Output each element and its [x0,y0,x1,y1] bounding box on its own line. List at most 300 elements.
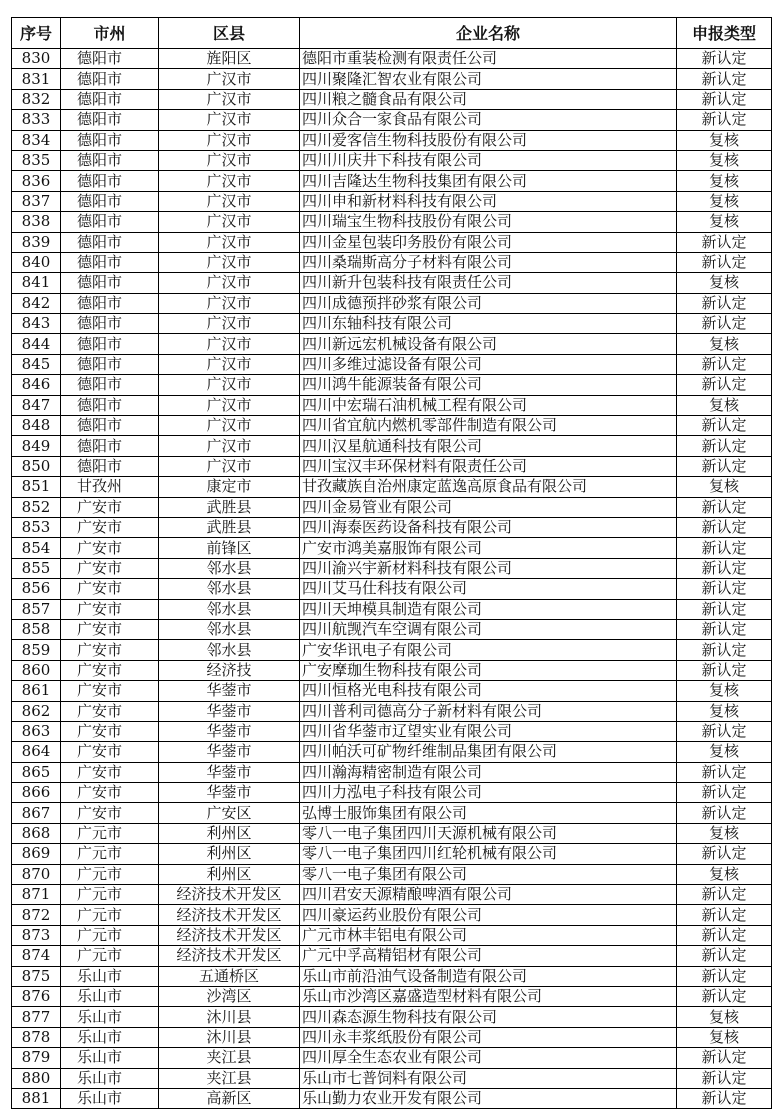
cell-application-type: 复核 [677,1027,772,1047]
cell-application-type: 新认定 [677,69,772,89]
cell-company-name: 乐山勤力农业开发有限公司 [300,1088,677,1108]
cell-county: 广安区 [159,803,300,823]
cell-serial-number: 871 [12,885,61,905]
cell-serial-number: 867 [12,803,61,823]
cell-application-type: 复核 [677,864,772,884]
cell-company-name: 四川海泰医药设备科技有限公司 [300,517,677,537]
table-row [12,232,772,252]
cell-company-name: 四川恒格光电科技有限公司 [300,681,677,701]
cell-application-type: 新认定 [677,375,772,395]
table-row [12,1027,772,1047]
table-row [12,558,772,578]
cell-application-type: 新认定 [677,762,772,782]
cell-county: 沐川县 [159,1007,300,1027]
cell-company-name: 四川粮之髓食品有限公司 [300,89,677,109]
cell-company-name: 四川聚隆汇智农业有限公司 [300,69,677,89]
cell-serial-number: 834 [12,130,61,150]
cell-county: 康定市 [159,477,300,497]
cell-city: 德阳市 [61,375,159,395]
table-row [12,354,772,374]
cell-serial-number: 836 [12,171,61,191]
cell-application-type: 复核 [677,395,772,415]
cell-city: 德阳市 [61,314,159,334]
cell-application-type: 新认定 [677,436,772,456]
cell-serial-number: 866 [12,783,61,803]
cell-application-type: 新认定 [677,721,772,741]
table-row [12,986,772,1006]
table-row [12,844,772,864]
cell-county: 广汉市 [159,110,300,130]
cell-company-name: 零八一电子集团四川红轮机械有限公司 [300,844,677,864]
cell-application-type: 新认定 [677,456,772,476]
cell-application-type: 新认定 [677,599,772,619]
cell-city: 德阳市 [61,150,159,170]
cell-county: 华蓥市 [159,762,300,782]
table-row [12,640,772,660]
table-row [12,762,772,782]
cell-company-name: 广安摩珈生物科技有限公司 [300,660,677,680]
cell-county: 华蓥市 [159,701,300,721]
cell-city: 广安市 [61,783,159,803]
cell-county: 夹江县 [159,1068,300,1088]
cell-county: 华蓥市 [159,721,300,741]
cell-serial-number: 848 [12,416,61,436]
cell-city: 德阳市 [61,252,159,272]
cell-company-name: 四川航觊汽车空调有限公司 [300,619,677,639]
cell-serial-number: 847 [12,395,61,415]
cell-city: 德阳市 [61,191,159,211]
cell-county: 广汉市 [159,252,300,272]
cell-county: 华蓥市 [159,681,300,701]
table-row [12,314,772,334]
cell-company-name: 四川申和新材料科技有限公司 [300,191,677,211]
cell-city: 乐山市 [61,1068,159,1088]
cell-application-type: 新认定 [677,946,772,966]
cell-company-name: 四川成德预拌砂浆有限公司 [300,293,677,313]
cell-serial-number: 841 [12,273,61,293]
cell-serial-number: 853 [12,517,61,537]
table-row [12,905,772,925]
cell-city: 德阳市 [61,69,159,89]
cell-city: 德阳市 [61,354,159,374]
cell-city: 乐山市 [61,986,159,1006]
cell-application-type: 新认定 [677,783,772,803]
table-row [12,579,772,599]
cell-city: 广安市 [61,619,159,639]
cell-county: 经济技术开发区 [159,905,300,925]
cell-serial-number: 875 [12,966,61,986]
cell-county: 广汉市 [159,232,300,252]
cell-company-name: 零八一电子集团有限公司 [300,864,677,884]
cell-company-name: 四川川庆井下科技有限公司 [300,150,677,170]
cell-serial-number: 872 [12,905,61,925]
cell-county: 广汉市 [159,89,300,109]
cell-county: 邻水县 [159,558,300,578]
cell-company-name: 四川永丰浆纸股份有限公司 [300,1027,677,1047]
cell-county: 高新区 [159,1088,300,1108]
table-row [12,436,772,456]
cell-application-type: 复核 [677,701,772,721]
cell-serial-number: 860 [12,660,61,680]
cell-city: 乐山市 [61,1048,159,1068]
cell-city: 广元市 [61,946,159,966]
cell-county: 广汉市 [159,416,300,436]
cell-serial-number: 835 [12,150,61,170]
table-row [12,1088,772,1108]
table-row [12,538,772,558]
cell-city: 广元市 [61,864,159,884]
cell-application-type: 新认定 [677,986,772,1006]
cell-county: 广汉市 [159,375,300,395]
cell-city: 德阳市 [61,110,159,130]
cell-serial-number: 859 [12,640,61,660]
table-row [12,619,772,639]
cell-serial-number: 842 [12,293,61,313]
cell-serial-number: 854 [12,538,61,558]
cell-company-name: 四川豪运药业股份有限公司 [300,905,677,925]
cell-application-type: 新认定 [677,803,772,823]
cell-city: 广安市 [61,660,159,680]
cell-company-name: 四川众合一家食品有限公司 [300,110,677,130]
cell-serial-number: 880 [12,1068,61,1088]
cell-serial-number: 844 [12,334,61,354]
cell-company-name: 甘孜藏族自治州康定蓝逸高原食品有限公司 [300,477,677,497]
cell-company-name: 四川省华蓥市辽望实业有限公司 [300,721,677,741]
cell-application-type: 复核 [677,681,772,701]
cell-county: 利州区 [159,844,300,864]
cell-city: 德阳市 [61,416,159,436]
cell-city: 德阳市 [61,130,159,150]
cell-application-type: 新认定 [677,640,772,660]
cell-city: 德阳市 [61,171,159,191]
cell-application-type: 新认定 [677,232,772,252]
cell-application-type: 新认定 [677,354,772,374]
cell-county: 广汉市 [159,354,300,374]
cell-application-type: 新认定 [677,966,772,986]
cell-city: 广元市 [61,925,159,945]
table-row [12,681,772,701]
cell-company-name: 四川渝兴宇新材料科技有限公司 [300,558,677,578]
table-row [12,1068,772,1088]
cell-county: 邻水县 [159,599,300,619]
table-row [12,701,772,721]
table-row [12,171,772,191]
cell-serial-number: 874 [12,946,61,966]
cell-city: 广安市 [61,742,159,762]
cell-company-name: 四川瑞宝生物科技股份有限公司 [300,212,677,232]
header-company-name: 企业名称 [300,18,677,49]
cell-application-type: 复核 [677,334,772,354]
cell-serial-number: 876 [12,986,61,1006]
cell-serial-number: 839 [12,232,61,252]
table-row [12,599,772,619]
cell-city: 广安市 [61,538,159,558]
cell-application-type: 新认定 [677,844,772,864]
cell-company-name: 四川艾马仕科技有限公司 [300,579,677,599]
cell-application-type: 复核 [677,1007,772,1027]
cell-application-type: 新认定 [677,1068,772,1088]
cell-application-type: 新认定 [677,49,772,69]
cell-city: 甘孜州 [61,477,159,497]
table-row [12,1007,772,1027]
cell-company-name: 零八一电子集团四川天源机械有限公司 [300,823,677,843]
table-row [12,212,772,232]
cell-serial-number: 881 [12,1088,61,1108]
cell-company-name: 乐山市沙湾区嘉盛造型材料有限公司 [300,986,677,1006]
table-row [12,946,772,966]
cell-city: 德阳市 [61,232,159,252]
cell-city: 德阳市 [61,273,159,293]
cell-company-name: 四川鸿牛能源装备有限公司 [300,375,677,395]
cell-city: 德阳市 [61,395,159,415]
cell-county: 广汉市 [159,130,300,150]
cell-county: 广汉市 [159,314,300,334]
cell-city: 广安市 [61,762,159,782]
cell-city: 德阳市 [61,456,159,476]
cell-city: 广安市 [61,701,159,721]
cell-city: 乐山市 [61,1088,159,1108]
header-application-type: 申报类型 [677,18,772,49]
cell-company-name: 四川桑瑞斯高分子材料有限公司 [300,252,677,272]
cell-company-name: 四川瀚海精密制造有限公司 [300,762,677,782]
cell-city: 乐山市 [61,1007,159,1027]
cell-city: 广安市 [61,558,159,578]
cell-city: 德阳市 [61,293,159,313]
cell-county: 广汉市 [159,456,300,476]
cell-city: 广安市 [61,517,159,537]
cell-company-name: 四川吉隆达生物科技集团有限公司 [300,171,677,191]
table-row [12,49,772,69]
cell-application-type: 新认定 [677,497,772,517]
cell-county: 华蓥市 [159,783,300,803]
cell-application-type: 复核 [677,273,772,293]
cell-county: 广汉市 [159,334,300,354]
cell-city: 广安市 [61,803,159,823]
cell-serial-number: 865 [12,762,61,782]
cell-serial-number: 877 [12,1007,61,1027]
table-row [12,191,772,211]
cell-application-type: 复核 [677,212,772,232]
enterprise-table [11,17,772,1109]
cell-company-name: 广元中孚高精铝材有限公司 [300,946,677,966]
cell-application-type: 复核 [677,477,772,497]
cell-serial-number: 856 [12,579,61,599]
cell-serial-number: 873 [12,925,61,945]
cell-city: 广安市 [61,579,159,599]
cell-serial-number: 878 [12,1027,61,1047]
cell-city: 广安市 [61,721,159,741]
table-row [12,252,772,272]
cell-company-name: 四川君安天源精酿啤酒有限公司 [300,885,677,905]
cell-serial-number: 870 [12,864,61,884]
table-row [12,130,772,150]
cell-city: 广元市 [61,823,159,843]
table-row [12,273,772,293]
cell-county: 华蓥市 [159,742,300,762]
cell-county: 广汉市 [159,436,300,456]
cell-city: 德阳市 [61,436,159,456]
cell-serial-number: 858 [12,619,61,639]
cell-city: 德阳市 [61,49,159,69]
cell-county: 夹江县 [159,1048,300,1068]
cell-company-name: 四川厚全生态农业有限公司 [300,1048,677,1068]
table-row [12,497,772,517]
cell-county: 广汉市 [159,273,300,293]
cell-application-type: 新认定 [677,925,772,945]
cell-serial-number: 879 [12,1048,61,1068]
cell-application-type: 新认定 [677,619,772,639]
cell-serial-number: 837 [12,191,61,211]
cell-application-type: 新认定 [677,579,772,599]
table-row [12,416,772,436]
cell-application-type: 新认定 [677,416,772,436]
table-header [12,18,772,49]
cell-county: 邻水县 [159,619,300,639]
cell-company-name: 四川金易管业有限公司 [300,497,677,517]
table-row [12,375,772,395]
cell-serial-number: 852 [12,497,61,517]
cell-application-type: 新认定 [677,293,772,313]
cell-company-name: 四川普利司德高分子新材料有限公司 [300,701,677,721]
cell-serial-number: 832 [12,89,61,109]
cell-county: 经济技术开发区 [159,946,300,966]
header-city: 市州 [61,18,159,49]
table-row [12,477,772,497]
cell-city: 广元市 [61,844,159,864]
cell-serial-number: 864 [12,742,61,762]
table-row [12,293,772,313]
table-row [12,721,772,741]
cell-application-type: 新认定 [677,314,772,334]
cell-application-type: 新认定 [677,517,772,537]
cell-city: 广安市 [61,681,159,701]
cell-serial-number: 868 [12,823,61,843]
cell-county: 广汉市 [159,212,300,232]
table-row [12,966,772,986]
cell-serial-number: 855 [12,558,61,578]
cell-company-name: 四川帕沃可矿物纤维制品集团有限公司 [300,742,677,762]
cell-city: 广元市 [61,885,159,905]
cell-city: 广元市 [61,905,159,925]
cell-serial-number: 838 [12,212,61,232]
cell-county: 广汉市 [159,171,300,191]
cell-company-name: 四川多维过滤设备有限公司 [300,354,677,374]
cell-serial-number: 861 [12,681,61,701]
cell-county: 武胜县 [159,497,300,517]
cell-company-name: 广安华讯电子有限公司 [300,640,677,660]
cell-application-type: 复核 [677,171,772,191]
cell-application-type: 新认定 [677,905,772,925]
cell-city: 德阳市 [61,89,159,109]
cell-serial-number: 851 [12,477,61,497]
cell-company-name: 四川东轴科技有限公司 [300,314,677,334]
cell-application-type: 复核 [677,191,772,211]
cell-county: 沐川县 [159,1027,300,1047]
table-row [12,742,772,762]
cell-company-name: 四川新远宏机械设备有限公司 [300,334,677,354]
cell-county: 经济技术开发区 [159,885,300,905]
cell-application-type: 复核 [677,130,772,150]
cell-company-name: 弘博士服饰集团有限公司 [300,803,677,823]
table-row [12,89,772,109]
cell-company-name: 乐山市七普饲料有限公司 [300,1068,677,1088]
table-row [12,334,772,354]
cell-serial-number: 845 [12,354,61,374]
cell-application-type: 新认定 [677,538,772,558]
cell-serial-number: 846 [12,375,61,395]
cell-serial-number: 869 [12,844,61,864]
table-row [12,803,772,823]
cell-county: 经济技术开发区 [159,925,300,945]
table-body [12,49,772,1109]
table-row [12,660,772,680]
cell-application-type: 新认定 [677,252,772,272]
cell-serial-number: 863 [12,721,61,741]
table-row [12,1048,772,1068]
cell-county: 邻水县 [159,579,300,599]
table-row [12,395,772,415]
cell-serial-number: 833 [12,110,61,130]
cell-company-name: 四川宝汉丰环保材料有限责任公司 [300,456,677,476]
cell-serial-number: 831 [12,69,61,89]
cell-county: 利州区 [159,823,300,843]
cell-company-name: 四川中宏瑞石油机械工程有限公司 [300,395,677,415]
cell-county: 邻水县 [159,640,300,660]
cell-application-type: 复核 [677,742,772,762]
cell-company-name: 四川汉星航通科技有限公司 [300,436,677,456]
cell-county: 利州区 [159,864,300,884]
cell-county: 经济技 [159,660,300,680]
table-row [12,69,772,89]
header-county: 区县 [159,18,300,49]
header-row [12,18,772,49]
cell-application-type: 新认定 [677,885,772,905]
cell-county: 广汉市 [159,293,300,313]
cell-city: 广安市 [61,640,159,660]
cell-city: 德阳市 [61,212,159,232]
header-serial-number: 序号 [12,18,61,49]
table-row [12,110,772,130]
cell-county: 广汉市 [159,395,300,415]
cell-company-name: 四川力泓电子科技有限公司 [300,783,677,803]
cell-application-type: 复核 [677,823,772,843]
cell-city: 乐山市 [61,966,159,986]
table-row [12,864,772,884]
cell-application-type: 新认定 [677,89,772,109]
cell-company-name: 广元市林丰铝电有限公司 [300,925,677,945]
cell-city: 乐山市 [61,1027,159,1047]
cell-serial-number: 843 [12,314,61,334]
cell-company-name: 四川新升包装科技有限责任公司 [300,273,677,293]
cell-county: 五通桥区 [159,966,300,986]
cell-county: 广汉市 [159,69,300,89]
cell-county: 广汉市 [159,191,300,211]
cell-company-name: 四川省宜航内燃机零部件制造有限公司 [300,416,677,436]
cell-application-type: 新认定 [677,1048,772,1068]
table-row [12,925,772,945]
cell-company-name: 四川金星包装印务股份有限公司 [300,232,677,252]
document-page [11,17,771,1109]
cell-application-type: 新认定 [677,558,772,578]
cell-county: 沙湾区 [159,986,300,1006]
cell-company-name: 德阳市重装检测有限责任公司 [300,49,677,69]
cell-application-type: 新认定 [677,660,772,680]
cell-serial-number: 862 [12,701,61,721]
table-row [12,517,772,537]
cell-serial-number: 830 [12,49,61,69]
cell-county: 前锋区 [159,538,300,558]
table-row [12,823,772,843]
